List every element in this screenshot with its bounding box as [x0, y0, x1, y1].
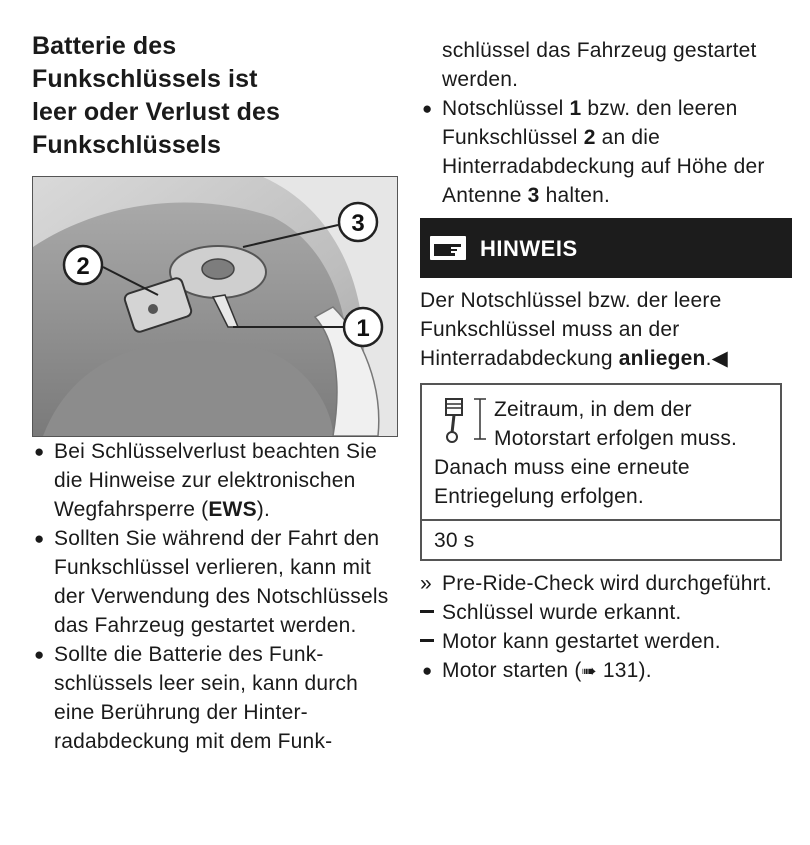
list-item-text: Bei Schlüsselverlust beachten Sie die Hinweise zur elektronischen Wegfahrsperre (: [54, 440, 377, 521]
list-item: [420, 94, 792, 210]
section-heading: [32, 30, 398, 162]
ref-number-3: 3: [527, 184, 540, 207]
text-fragment: Notschlüssel: [442, 97, 570, 120]
list-item: [32, 437, 398, 524]
key-hole: [148, 304, 158, 314]
piston-timer-icon: [434, 395, 490, 453]
callout-label-3: 3: [351, 210, 365, 237]
ews-abbreviation: EWS: [208, 498, 257, 521]
right-bullet-list: [420, 94, 792, 210]
time-window-description: [422, 385, 780, 519]
result-item: [420, 569, 792, 598]
rear-wheel-cover-illustration: [32, 176, 398, 437]
result-text: Motor kann gestartet werden.: [442, 630, 721, 653]
illustration-svg: [33, 177, 397, 436]
callout-label-1: 1: [356, 315, 370, 342]
notice-emphasis: anliegen: [618, 347, 706, 370]
bullet-icon: ●: [34, 645, 45, 664]
right-column: [420, 36, 792, 686]
text-fragment: bzw. den leeren Funkschlüssel: [442, 97, 738, 149]
step-text: Motor starten (: [442, 659, 582, 682]
left-bullet-list: [32, 437, 398, 756]
notice-header: [420, 218, 792, 278]
dash-icon: [420, 627, 434, 656]
notice-text: Der Notschlüssel bzw. der leere Funkschlüssel muss an der Hinterradabdeckung: [420, 289, 722, 370]
continued-text: schlüssel das Fahrzeug gestartet werden.: [442, 39, 757, 91]
list-item-text: Sollte die Batterie des Funkschlüssels leer sein, kann durch eine Berührung der Hinterradabdeckung mit dem Funk-: [54, 643, 359, 753]
text-fragment: an die Hinterradabdeckung auf Höhe der Antenne: [442, 126, 765, 207]
heading-line-1: Batterie des: [32, 32, 177, 60]
heading-line-4: Funkschlüssels: [32, 131, 221, 159]
callout-label-2: 2: [76, 253, 90, 280]
time-window-value: 30 s: [422, 519, 780, 559]
result-text: Schlüssel wurde erkannt.: [442, 601, 682, 624]
left-column: [32, 30, 398, 756]
time-window-box: [420, 383, 782, 561]
list-item-text: Sollten Sie während der Fahrt den Funkschlüssel verlieren, kann mit der Verwendung des Notschlüssels das Fahrzeug gestartet werden.: [54, 527, 389, 637]
final-step-list: [420, 656, 792, 686]
result-arrow-icon: »: [420, 572, 432, 595]
list-item: [32, 524, 398, 640]
result-list: [420, 569, 792, 656]
time-window-text: Zeitraum, in dem der Motorstart erfolgen muss. Danach muss eine erneute Entriegelung erfolgen.: [434, 398, 738, 508]
bullet-icon: ●: [34, 529, 45, 548]
result-item: [420, 627, 792, 656]
list-item: [32, 640, 398, 756]
result-text: Pre-Ride-Check wird durchgeführt.: [442, 572, 772, 595]
page-ref-arrow-icon: ➠: [581, 661, 597, 681]
antenna-hub: [202, 259, 234, 279]
heading-line-3: leer oder Verlust des: [32, 98, 281, 126]
bullet-icon: ●: [34, 442, 45, 461]
notice-title: HINWEIS: [480, 235, 578, 261]
bullet-icon: ●: [422, 99, 433, 118]
bullet-icon: ●: [422, 661, 433, 680]
hand-pointer-svg: [433, 239, 463, 257]
list-item-text-end: ).: [256, 498, 271, 521]
page-reference[interactable]: 131: [596, 659, 639, 682]
result-item: [420, 598, 792, 627]
ref-number-2: 2: [583, 126, 596, 149]
ref-number-1: 1: [569, 97, 582, 120]
notice-body: [420, 286, 792, 373]
dash-icon: [420, 598, 434, 627]
step-text-end: ).: [638, 659, 652, 682]
list-item: [420, 656, 792, 686]
heading-line-2: Funkschlüssels ist: [32, 65, 258, 93]
text-fragment: halten.: [539, 184, 611, 207]
notice-end-mark: .◀: [705, 347, 728, 370]
notice-hand-icon: [430, 236, 466, 260]
